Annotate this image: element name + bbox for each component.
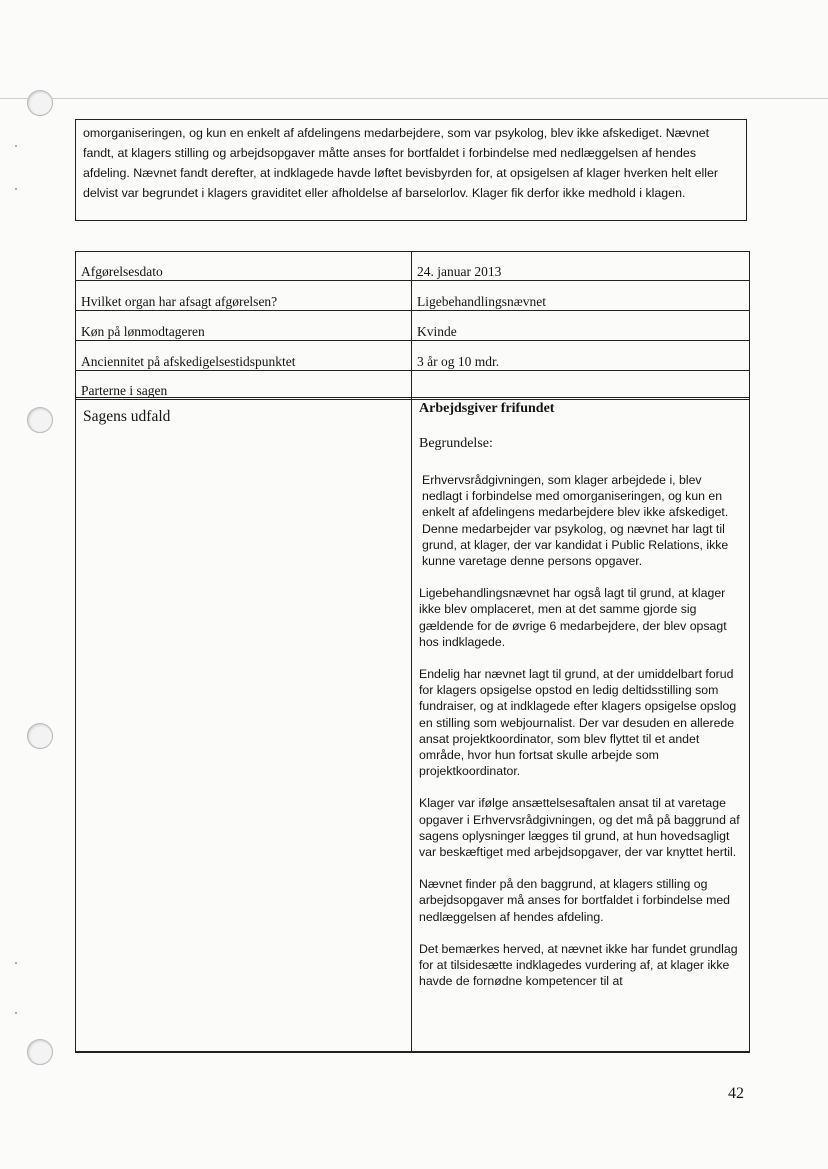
scan-speck bbox=[15, 145, 17, 147]
scan-speck bbox=[15, 1012, 17, 1014]
table-row bbox=[76, 281, 750, 311]
reason-paragraph: Ligebehandlingsnævnet har også lagt til grund, at klager ikke blev omplaceret, men at det samme gjorde sig gældende for de øvrige 6 medarbejdere, der blev opsagt hos indklagede. bbox=[419, 586, 727, 649]
row-label: Køn på lønmodtageren bbox=[76, 311, 412, 341]
page-number: 42 bbox=[728, 1085, 744, 1102]
row-value: 3 år og 10 mdr. bbox=[412, 341, 750, 371]
table-row bbox=[76, 252, 750, 281]
reason-paragraph: Erhvervsrådgivningen, som klager arbejdede i, blev nedlagt i forbindelse med omorganiseringen, og kun en enkelt af afdelingens medarbejdere blev ikke afskediget. Denne medarbejder var psykolog, og nævnet har lagt til grund, at klager, der var kandidat i Public Relations, ikke kunne varetage denne persons opgaver. bbox=[422, 473, 729, 569]
reason-label: Begrundelse: bbox=[419, 436, 493, 451]
outcome-row bbox=[75, 397, 750, 1053]
summary-text: omorganiseringen, og kun en enkelt af afdelingens medarbejdere, som var psykolog, blev ikke afskediget. Nævnet fandt, at klagers stilling og arbejdsopgaver måtte anses for bortfaldet i forbindelse med nedlæggelsen af hendes afdeling. Nævnet fandt derefter, at indklagede havde løftet bevisbyrden for, at opsigelsen af klager hverken helt eller delvist var begrundet i klagers graviditet eller afholdelse af barselorlov. Klager fik derfor ikke medhold i klagen. bbox=[83, 126, 719, 200]
column-divider bbox=[411, 398, 412, 1051]
row-value: 24. januar 2013 bbox=[412, 252, 750, 281]
outcome-label: Sagens udfald bbox=[83, 408, 171, 425]
row-label: Anciennitet på afskedigelsestidspunktet bbox=[76, 341, 412, 371]
punch-hole-icon bbox=[27, 407, 53, 433]
table-row bbox=[76, 311, 750, 341]
row-value: Kvinde bbox=[412, 311, 750, 341]
table-row bbox=[76, 341, 750, 371]
punch-hole-icon bbox=[27, 90, 53, 116]
summary-box bbox=[75, 119, 747, 221]
scan-speck bbox=[15, 962, 17, 964]
outcome-details bbox=[419, 401, 744, 989]
page-top-rule bbox=[0, 98, 828, 99]
row-label: Afgørelsesdato bbox=[76, 252, 412, 281]
reason-paragraph: Nævnet finder på den baggrund, at klagers stilling og arbejdsopgaver må anses for bortfaldet i forbindelse med nedlæggelsen af hendes afdeling. bbox=[419, 877, 731, 924]
table-row bbox=[76, 371, 750, 400]
punch-hole-icon bbox=[27, 723, 53, 749]
case-info-table bbox=[75, 251, 750, 400]
outcome-heading: Arbejdsgiver frifundet bbox=[419, 401, 555, 416]
scan-speck bbox=[15, 188, 17, 190]
punch-hole-icon bbox=[27, 1039, 53, 1065]
reason-paragraph: Endelig har nævnet lagt til grund, at der umiddelbart forud for klagers opsigelse opstod en ledig deltidsstilling som fundraiser, og at indklagede efter klagers opsigelse opslog en stilling som webjournalist. Der var desuden en allerede ansat projektkoordinator, som blev flyttet til et andet område, hvor hun fortsat skulle arbejde som projektkoordinator. bbox=[419, 667, 737, 779]
row-label: Parterne i sagen bbox=[76, 371, 412, 400]
row-label: Hvilket organ har afsagt afgørelsen? bbox=[76, 281, 412, 311]
row-value bbox=[412, 371, 750, 400]
reason-paragraph: Klager var ifølge ansættelsesaftalen ansat til at varetage opgaver i Erhvervsrådgivningen, og det må på baggrund af sagens oplysninger lægges til grund, at hun hovedsagligt var beskæftiget med arbejdsopgaver, der var knyttet hertil. bbox=[419, 796, 740, 860]
row-value: Ligebehandlingsnævnet bbox=[412, 281, 750, 311]
reason-paragraph: Det bemærkes herved, at nævnet ikke har fundet grundlag for at tilsidesætte indklagedes vurdering af, at klager ikke havde de fornødne kompetencer til at bbox=[419, 941, 738, 989]
